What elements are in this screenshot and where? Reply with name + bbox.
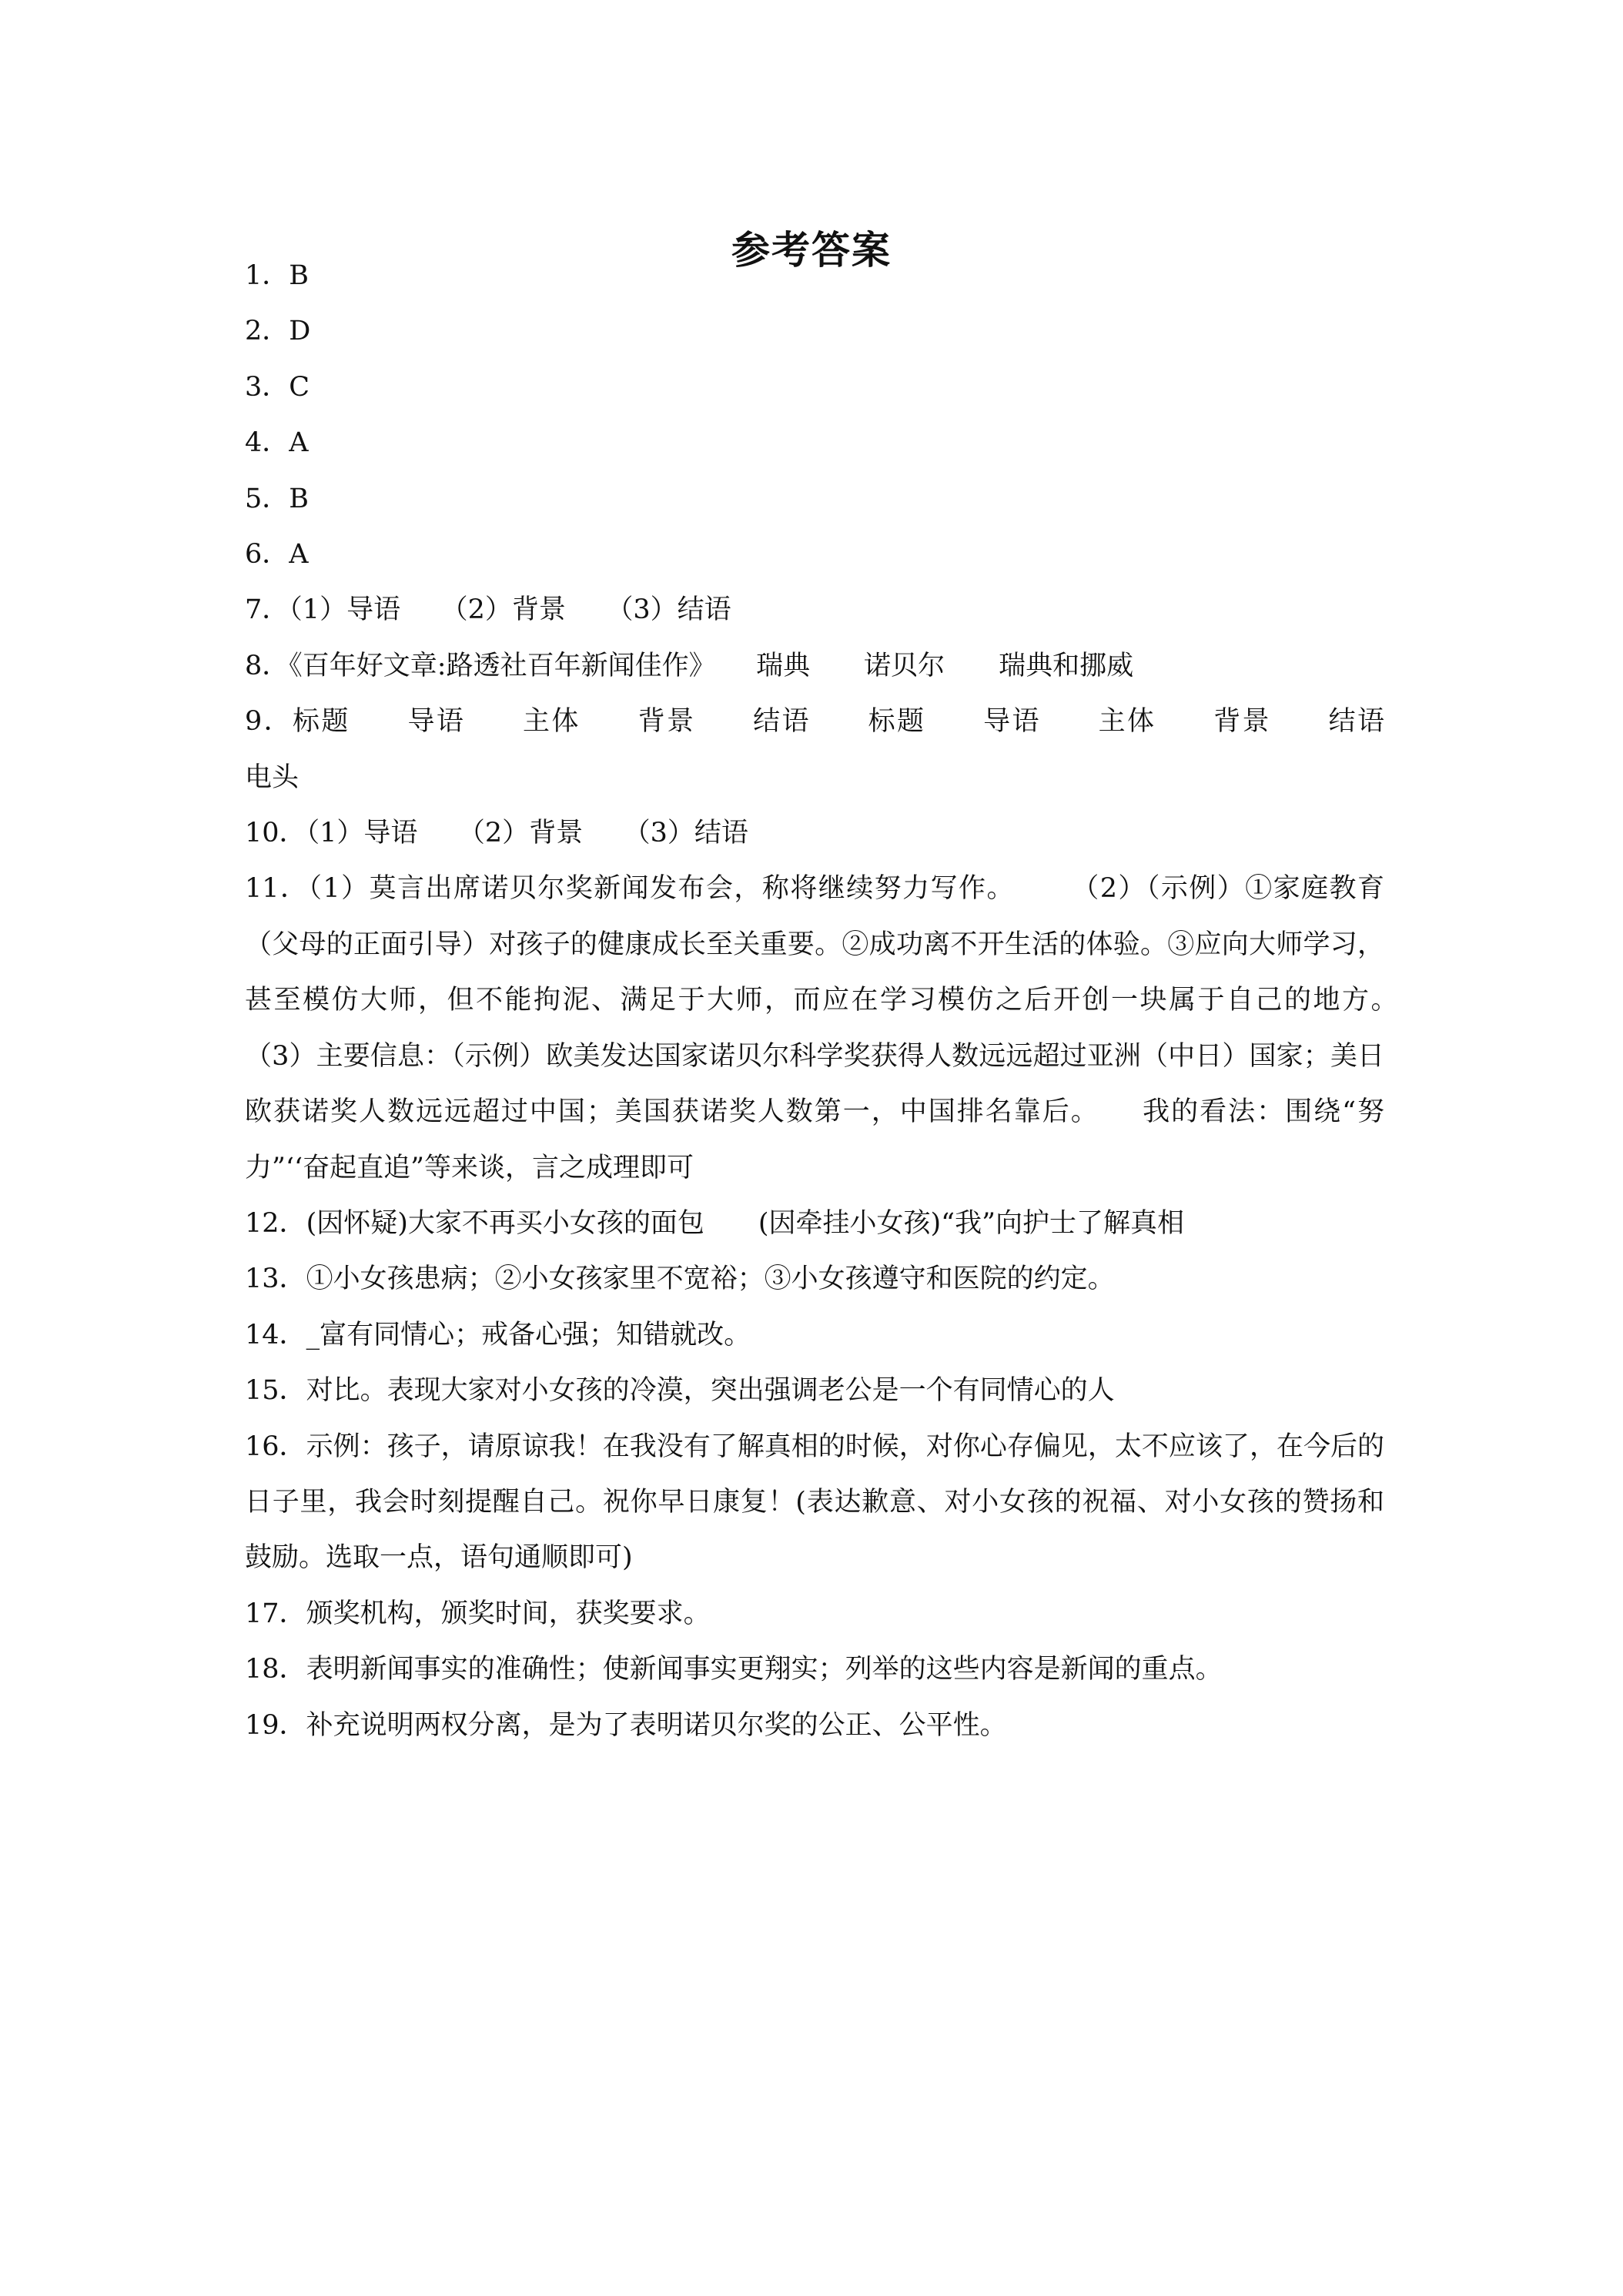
- answer-number: 4: [245, 427, 263, 459]
- answer-number: 17: [245, 1598, 279, 1629]
- answer-number: 1: [245, 260, 263, 291]
- answer-item: 11．（1）莫言出席诺贝尔奖新闻发布会，称将继续努力写作。 （2）（示例）①家庭教育（父母的正面引导）对孩子的健康成长至关重要。②成功离不开生活的体验。③应向大师学习，甚至模仿大师，但不能拘泥、满足于大师，而应在学习模仿之后开创一块属于自己的地方。 （3）主要信息：（示例）欧美发达国家诺贝尔科学奖获得人数远远超过亚洲（中日）国家；美日欧获诺奖人数远远超过中国；美国获诺奖人数第一，中国排名靠后。 我的看法：围绕“努力”‘‘奋起直追”等来谈，言之成理即可: [245, 873, 1439, 1183]
- answer-text: 《百年好文章:路透社百年新闻佳作》 瑞典 诺贝尔 瑞典和挪威: [289, 650, 1134, 681]
- answer-number: 6: [245, 539, 263, 571]
- answer-item: 17．颁奖机构，颁奖时间，获奖要求。: [245, 1598, 711, 1629]
- answer-item: 1．B: [245, 260, 310, 291]
- answer-text: (因怀疑)大家不再买小女孩的面包 (因牵挂小女孩)“我”向护士了解真相: [306, 1207, 1184, 1239]
- answer-number: 16: [245, 1431, 279, 1462]
- answer-item: 3．C: [245, 371, 310, 403]
- answer-number: 19: [245, 1709, 279, 1741]
- answer-item: 7．（1）导语 （2）背景 （3）结语: [245, 594, 731, 626]
- answer-text: （1）导语 （2）背景 （3）结语: [306, 818, 748, 849]
- answer-item: 18．表明新闻事实的准确性；使新闻事实更翔实；列举的这些内容是新闻的重点。: [245, 1654, 1223, 1685]
- answer-number: 15: [245, 1375, 279, 1407]
- answer-number: 14: [245, 1319, 279, 1350]
- answer-number: 3: [245, 371, 263, 403]
- page-title: 参考答案: [731, 227, 892, 273]
- answer-number: 18: [245, 1654, 279, 1685]
- answer-item: 6．A: [245, 539, 309, 571]
- answer-item: 15．对比。表现大家对小女孩的冷漠，突出强调老公是一个有同情心的人: [245, 1375, 1115, 1407]
- answer-text: 标题 导语 主体 背景 结语 标题 导语 主体 背景 结语 电头: [245, 706, 1439, 793]
- answer-item: 8．《百年好文章:路透社百年新闻佳作》 瑞典 诺贝尔 瑞典和挪威: [245, 650, 1134, 681]
- answer-text: D: [289, 316, 311, 347]
- answer-text: _富有同情心；戒备心强；知错就改。: [306, 1319, 751, 1350]
- answer-text: （1）莫言出席诺贝尔奖新闻发布会，称将继续努力写作。 （2）（示例）①家庭教育（父母的正面引导）对孩子的健康成长至关重要。②成功离不开生活的体验。③应向大师学习，甚至模仿大师，但不能拘泥、满足于大师，而应在学习模仿之后开创一块属于自己的地方。 （3）主要信息：（示例）欧美发达国家诺贝尔科学奖获得人数远远超过亚洲（中日）国家；美日欧获诺奖人数远远超过中国；美国获诺奖人数第一，中国排名靠后。 我的看法：围绕“努力”‘‘奋起直追”等来谈，言之成理即可: [245, 873, 1439, 1183]
- answer-item: 19．补充说明两权分离，是为了表明诺贝尔奖的公正、公平性。: [245, 1709, 1007, 1741]
- answer-text: 对比。表现大家对小女孩的冷漠，突出强调老公是一个有同情心的人: [306, 1375, 1115, 1407]
- answer-text: 颁奖机构，颁奖时间，获奖要求。: [306, 1598, 711, 1629]
- answer-number: 11: [245, 873, 279, 905]
- answer-item: 2．D: [245, 316, 311, 347]
- answer-text: 示例：孩子，请原谅我！在我没有了解真相的时候，对你心存偏见，太不应该了，在今后的日子里，我会时刻提醒自己。祝你早日康复！(表达歉意、对小女孩的祝福、对小女孩的赞扬和鼓励。选取一点，语句通顺即可): [245, 1431, 1384, 1574]
- answer-item: 10．（1）导语 （2）背景 （3）结语: [245, 818, 748, 849]
- answer-item: 14．_富有同情心；戒备心强；知错就改。: [245, 1319, 751, 1350]
- answer-text: 补充说明两权分离，是为了表明诺贝尔奖的公正、公平性。: [306, 1709, 1007, 1741]
- answer-text: （1）导语 （2）背景 （3）结语: [289, 594, 731, 626]
- answer-text: B: [289, 260, 310, 291]
- answer-item: 12．(因怀疑)大家不再买小女孩的面包 (因牵挂小女孩)“我”向护士了解真相: [245, 1207, 1184, 1239]
- answer-text: A: [289, 539, 309, 571]
- answer-text: C: [289, 371, 310, 403]
- answer-item: 5．B: [245, 483, 310, 514]
- answer-item: 13．①小女孩患病；②小女孩家里不宽裕；③小女孩遵守和医院的约定。: [245, 1263, 1115, 1295]
- answer-text: B: [289, 483, 310, 514]
- answer-number: 7: [245, 594, 263, 626]
- answer-text: A: [289, 427, 309, 459]
- answer-item: 4．A: [245, 427, 309, 459]
- answer-number: 10: [245, 818, 279, 849]
- answer-number: 5: [245, 483, 263, 514]
- answer-number: 13: [245, 1263, 279, 1295]
- answer-list: [245, 248, 1439, 1753]
- answer-number: 9: [245, 706, 263, 738]
- answer-number: 8: [245, 650, 263, 681]
- answer-number: 2: [245, 316, 263, 347]
- answer-text: ①小女孩患病；②小女孩家里不宽裕；③小女孩遵守和医院的约定。: [306, 1263, 1115, 1295]
- answer-item: 16．示例：孩子，请原谅我！在我没有了解真相的时候，对你心存偏见，太不应该了，在今后的日子里，我会时刻提醒自己。祝你早日康复！(表达歉意、对小女孩的祝福、对小女孩的赞扬和鼓励。选取一点，语句通顺即可): [245, 1431, 1384, 1574]
- answer-number: 12: [245, 1207, 279, 1239]
- answer-item: 9．标题 导语 主体 背景 结语 标题 导语 主体 背景 结语 电头: [245, 706, 1439, 793]
- answer-text: 表明新闻事实的准确性；使新闻事实更翔实；列举的这些内容是新闻的重点。: [306, 1654, 1223, 1685]
